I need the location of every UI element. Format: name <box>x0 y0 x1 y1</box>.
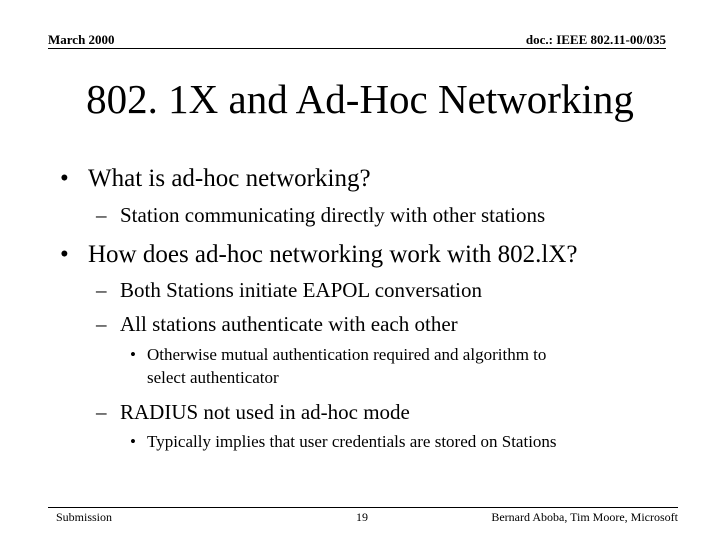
sub-bullet-eapol: Both Stations initiate EAPOL conversation <box>120 278 483 302</box>
footer-page-number: 19 <box>356 510 368 524</box>
bullet-marker: • <box>60 165 69 192</box>
header-date: March 2000 <box>48 32 115 47</box>
note-mutual-auth-line2: select authenticator <box>147 368 279 387</box>
note-mutual-auth-line1: Otherwise mutual authentication required and algorithm to <box>147 345 547 364</box>
footer-submission: Submission <box>56 510 113 524</box>
dash-marker: – <box>96 203 107 227</box>
footer-rule <box>48 507 678 508</box>
footer-authors: Bernard Aboba, Tim Moore, Microsoft <box>491 510 678 524</box>
bullet-how-does-adhoc-work: How does ad-hoc networking work with 802.lX? <box>88 241 578 268</box>
bullet-marker: • <box>60 241 69 268</box>
sub-bullet-station-direct: Station communicating directly with other stations <box>120 203 546 227</box>
dash-marker: – <box>96 400 107 424</box>
slide-title: 802. 1X and Ad-Hoc Networking <box>86 76 634 122</box>
note-credentials: Typically implies that user credentials are stored on Stations <box>147 432 557 451</box>
bullet-what-is-adhoc: What is ad-hoc networking? <box>88 165 371 192</box>
sub-bullet-radius: RADIUS not used in ad-hoc mode <box>120 400 410 424</box>
header-rule <box>48 48 666 49</box>
bullet-marker: • <box>130 432 136 451</box>
dash-marker: – <box>96 312 107 336</box>
bullet-marker: • <box>130 345 136 364</box>
header-doc-id: doc.: IEEE 802.11-00/035 <box>525 32 666 47</box>
dash-marker: – <box>96 278 107 302</box>
sub-bullet-authenticate: All stations authenticate with each other <box>120 312 458 336</box>
